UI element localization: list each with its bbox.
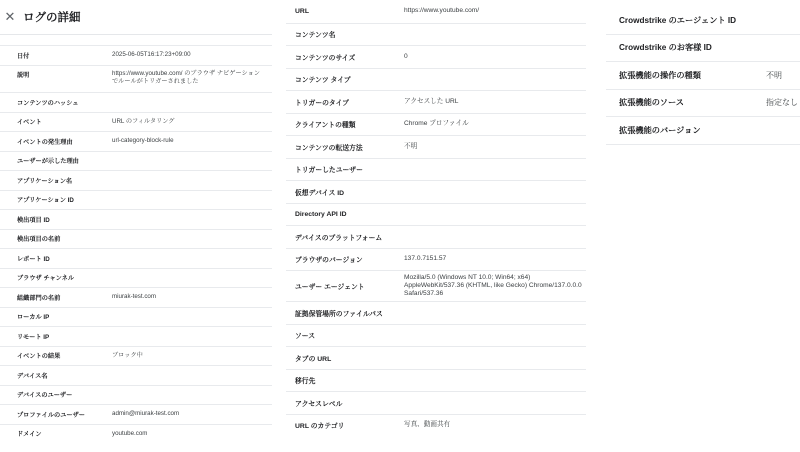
detail-row: [286, 113, 586, 136]
field-label: 拡張機能のソース: [619, 98, 684, 108]
field-label: コンテンツのハッシュ: [17, 99, 79, 107]
log-details-panel-right: [606, 0, 800, 145]
detail-row: [286, 369, 586, 392]
divider: [0, 34, 272, 45]
detail-list-1: [0, 45, 272, 443]
field-label: 検出項目の名前: [17, 236, 61, 244]
detail-row: [286, 270, 586, 301]
detail-row: [606, 90, 800, 118]
page-title: ログの詳細: [23, 12, 81, 24]
detail-row: [0, 65, 272, 93]
detail-row: [286, 0, 586, 23]
field-label: トリガーのタイプ: [295, 99, 349, 107]
field-label: トリガーしたユーザー: [295, 167, 363, 175]
field-value: https://www.youtube.com/: [404, 7, 480, 15]
detail-row: [286, 158, 586, 181]
detail-row: [0, 424, 272, 444]
field-value: 写真、動画共有: [404, 421, 451, 429]
field-label: ソース: [295, 333, 316, 341]
field-label: Crowdstrike のエージェント ID: [619, 15, 737, 25]
field-label: イベント: [17, 119, 42, 127]
detail-row: [286, 203, 586, 226]
field-value: https://www.youtube.com/ のブラウザ ナビゲーションでルールがトリガーされました: [112, 69, 260, 85]
field-value: 137.0.7151.57: [404, 255, 447, 263]
detail-row: [606, 35, 800, 63]
detail-row: [286, 90, 586, 113]
detail-row: [0, 209, 272, 229]
detail-row: [286, 23, 586, 46]
detail-row: [0, 326, 272, 346]
log-details-panel-middle: [286, 0, 586, 436]
detail-row: [286, 391, 586, 414]
field-label: デバイスのユーザー: [17, 392, 73, 400]
field-label: コンテンツ名: [295, 32, 336, 40]
field-value: 不明: [766, 70, 782, 80]
details-header: [0, 0, 272, 34]
field-label: アクセスレベル: [295, 400, 343, 408]
detail-row: [286, 225, 586, 248]
field-label: Crowdstrike のお客様 ID: [619, 43, 712, 53]
detail-row: [606, 62, 800, 90]
field-label: 説明: [17, 71, 30, 79]
field-label: 証拠保管場所のファイルパス: [295, 310, 383, 318]
detail-row: [0, 131, 272, 151]
field-value: miurak-test.com: [112, 293, 157, 300]
field-value: Mozilla/5.0 (Windows NT 10.0; Win64; x64) AppleWebKit/537.36 (KHTML, like Gecko) Chrome/137.0.0.0 Safari/537.36: [404, 274, 582, 297]
close-icon[interactable]: ✕: [4, 9, 16, 24]
field-label: アプリケーション名: [17, 177, 73, 185]
field-label: コンテンツ タイプ: [295, 77, 351, 85]
field-label: ブラウザ チャンネル: [17, 275, 75, 283]
detail-row: [0, 92, 272, 112]
field-value: url-category-block-rule: [112, 137, 174, 144]
field-label: 日付: [17, 52, 30, 60]
field-label: クライアントの種類: [295, 122, 356, 130]
detail-row: [0, 248, 272, 268]
field-label: ローカル IP: [17, 314, 50, 322]
field-label: コンテンツの転送方法: [295, 144, 363, 152]
field-label: イベントの結果: [17, 353, 61, 361]
detail-row: [0, 385, 272, 405]
field-label: リモート IP: [17, 333, 50, 341]
field-label: デバイスのプラットフォーム: [295, 234, 383, 242]
field-value: Chrome プロファイル: [404, 120, 469, 128]
detail-row: [0, 170, 272, 190]
field-label: Directory API ID: [295, 210, 347, 218]
detail-row: [0, 190, 272, 210]
field-label: レポート ID: [17, 255, 50, 263]
detail-row: [286, 301, 586, 324]
field-label: デバイス名: [17, 372, 48, 380]
field-label: ドメイン: [17, 431, 42, 439]
field-value: 不明: [404, 142, 418, 150]
detail-row: [0, 404, 272, 424]
detail-list-2: [286, 0, 586, 436]
detail-row: [0, 112, 272, 132]
field-label: URL: [295, 7, 309, 15]
detail-row: [286, 45, 586, 68]
detail-list-3: [606, 0, 800, 145]
detail-row: [0, 151, 272, 171]
field-label: URL のカテゴリ: [295, 423, 345, 431]
detail-row: [0, 268, 272, 288]
field-label: 拡張機能のバージョン: [619, 125, 701, 135]
field-value: 2025-06-05T16:17:23+09:00: [112, 51, 191, 58]
field-label: 移行先: [295, 378, 316, 386]
detail-row: [286, 135, 586, 158]
detail-row: [286, 68, 586, 91]
log-details-panel-left: [0, 0, 272, 443]
field-label: タブの URL: [295, 355, 332, 363]
detail-row: [0, 307, 272, 327]
detail-row: [286, 248, 586, 271]
detail-row: [0, 229, 272, 249]
field-value: URL のフィルタリング: [112, 117, 175, 125]
field-label: ユーザーが示した理由: [17, 158, 79, 166]
field-label: 組織部門の名前: [17, 294, 61, 302]
detail-row: [0, 365, 272, 385]
field-label: アプリケーション ID: [17, 197, 74, 205]
detail-row: [0, 45, 272, 65]
detail-row: [286, 346, 586, 369]
detail-row: [606, 117, 800, 145]
field-value: アクセスした URL: [404, 97, 459, 105]
detail-row: [606, 7, 800, 35]
field-label: ブラウザのバージョン: [295, 257, 363, 265]
field-label: 拡張機能の操作の種類: [619, 70, 701, 80]
field-label: コンテンツのサイズ: [295, 54, 356, 62]
detail-row: [286, 324, 586, 347]
detail-row: [0, 346, 272, 366]
field-label: ユーザー エージェント: [295, 284, 365, 291]
detail-row: [286, 180, 586, 203]
detail-row: [286, 414, 586, 437]
field-label: プロファイルのユーザー: [17, 411, 85, 419]
field-value: youtube.com: [112, 429, 148, 437]
field-value: 0: [404, 52, 408, 60]
field-label: 仮想デバイス ID: [295, 189, 344, 197]
field-value: admin@miurak-test.com: [112, 410, 180, 417]
field-value: 指定なし: [766, 98, 798, 108]
field-value: ブロック中: [112, 351, 143, 359]
field-label: イベントの発生理由: [17, 138, 73, 146]
detail-row: [0, 287, 272, 307]
field-label: 検出項目 ID: [17, 216, 50, 224]
